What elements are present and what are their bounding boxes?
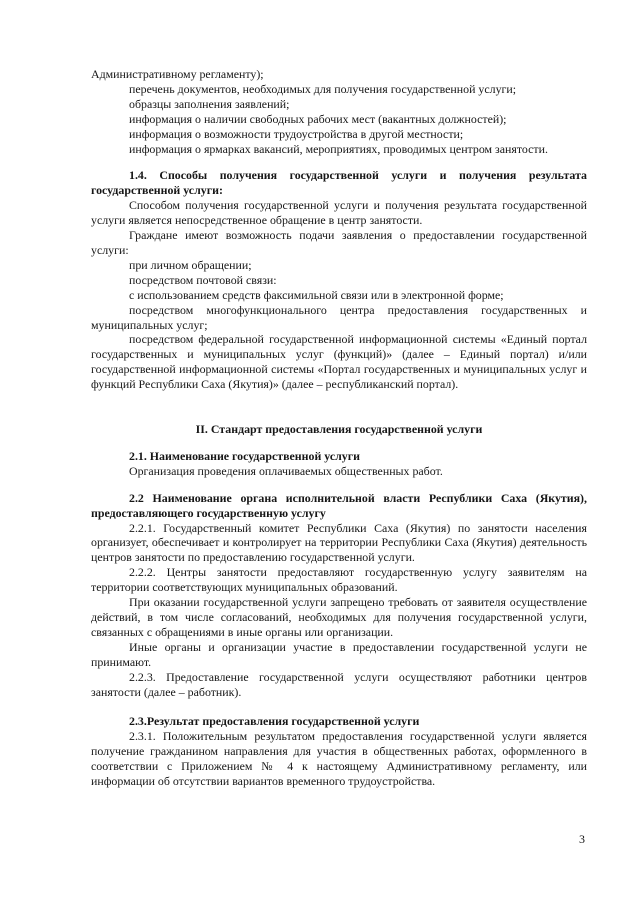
section-heading-1-4: 1.4. Способы получения государственной услуги и получения результата государственной услуги:	[91, 168, 587, 198]
page-number: 3	[579, 832, 585, 846]
paragraph-other-bodies: Иные органы и организации участие в предоставлении государственной услуги не принимают.	[91, 639, 587, 669]
section-heading-2-3: 2.3.Результат предоставления государственной услуги	[129, 714, 420, 729]
paragraph-2-2-3: 2.2.3. Предоставление государственной услуги осуществляют работники центров занятости (далее – работник).	[91, 669, 587, 699]
paragraph-regulation-tail: Административному регламенту);	[91, 67, 264, 81]
list-item-relocation: информация о возможности трудоустройства в другой местности;	[129, 126, 464, 141]
list-item-post: посредством почтовой связи:	[129, 272, 277, 287]
paragraph-2-2-2: 2.2.2. Центры занятости предоставляют государственную услугу заявителям на территории соответствующих муниципальных образований.	[91, 565, 587, 595]
paragraph-service-name: Организация проведения оплачиваемых общественных работ.	[129, 463, 443, 478]
paragraph-method: Способом получения государственной услуги и получения результата государственной услуги является непосредственное обращение в центр занятости.	[91, 198, 587, 228]
list-item-portal: посредством федеральной государственной информационной системы «Единый портал государственных и муниципальных услуг (функций)» (далее – Единый портал) и/или государственной информационной системы «Портал государственных и муниципальных услуг и функций Республики Саха (Якутия)» (далее – республиканский портал).	[91, 332, 587, 392]
document-page	[91, 67, 587, 789]
list-item-mfc: посредством многофункционального центра предоставления государственных и муниципальных услуг;	[91, 302, 587, 332]
section-heading-2-1: 2.1. Наименование государственной услуги	[129, 448, 361, 463]
list-item-fairs: информация о ярмарках вакансий, мероприятиях, проводимых центром занятости.	[129, 141, 548, 156]
list-item-vacancies: информация о наличии свободных рабочих мест (вакантных должностей);	[129, 111, 507, 126]
section-heading-2-2: 2.2 Наименование органа исполнительной власти Республики Саха (Якутия), предоставляющего государственную услугу	[91, 490, 587, 520]
list-item-documents: перечень документов, необходимых для получения государственной услуги;	[129, 81, 517, 96]
list-item-personal: при личном обращении;	[129, 257, 252, 272]
paragraph-prohibition: При оказании государственной услуги запрещено требовать от заявителя осуществление действий, в том числе согласований, необходимых для получения государственной услуги, связанных с обращениями в иные органы или организации.	[91, 595, 587, 639]
paragraph-2-3-1: 2.3.1. Положительным результатом предоставления государственной услуги является получение гражданином направления для участия в общественных работах, оформленного в соответствии с Приложением № 4 к настоящему Административному регламенту, или информации об отсутствии вариантов временного трудоустройства.	[91, 729, 587, 789]
list-item-samples: образцы заполнения заявлений;	[129, 96, 290, 111]
paragraph-2-2-1: 2.2.1. Государственный комитет Республики Саха (Якутия) по занятости населения организует, обеспечивает и контролирует на территории Республики Саха (Якутия) деятельность центров занятости по предоставлению государственной услуги.	[91, 520, 587, 565]
paragraph-citizens: Граждане имеют возможность подачи заявления о предоставлении государственной услуги:	[91, 228, 587, 257]
list-item-fax: с использованием средств факсимильной связи или в электронной форме;	[129, 287, 504, 302]
chapter-heading-2: II. Стандарт предоставления государственной услуги	[195, 422, 483, 437]
